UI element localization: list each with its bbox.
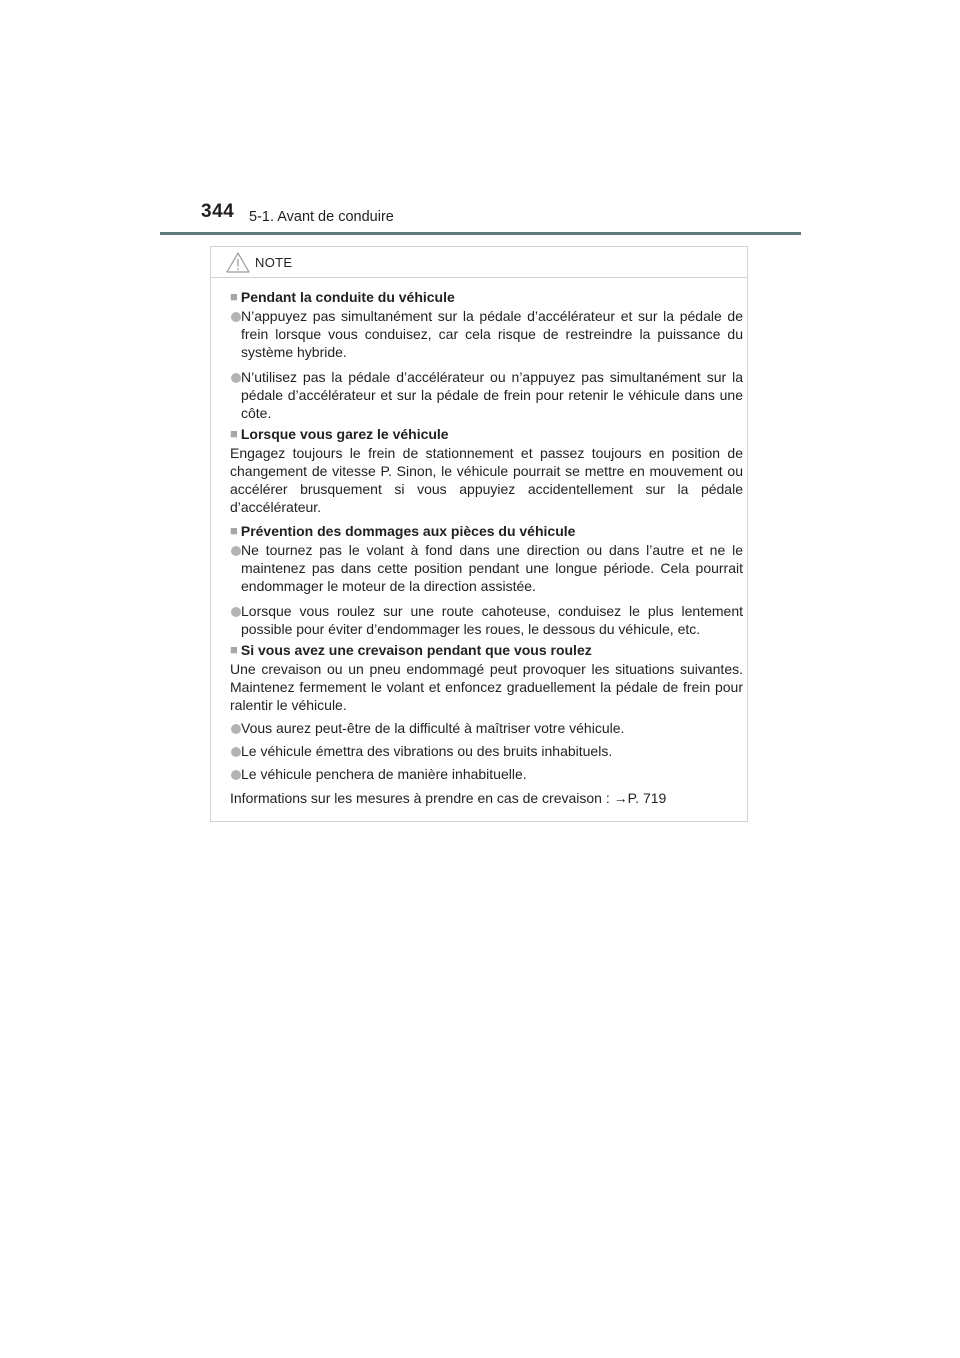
note-box [210,246,748,822]
bullet-dot-icon [231,312,241,322]
square-bullet-icon: ■ [230,289,238,304]
bullet-text: Ne tournez pas le volant à fond dans une direction ou dans l’autre et ne le maintenez pas dans cette position pendant une longue période. Cela pourrait endommager le moteur de la direction assistée. [241,542,743,595]
bullet-dot-icon [231,607,241,617]
bullet-text: N’appuyez pas simultanément sur la pédale d’accélérateur et sur la pédale de frein lorsque vous conduisez, car cela risque de restreindre la puissance du système hybride. [241,308,743,361]
page-number: 344 [201,201,235,222]
square-bullet-icon: ■ [230,426,238,441]
bullet-text: Vous aurez peut-être de la difficulté à maîtriser votre véhicule. [241,720,625,736]
note-heading [230,642,592,658]
bullet-dot-icon [231,373,241,383]
page-header [0,0,960,240]
bullet-dot-icon [231,724,241,734]
bullet-text: Lorsque vous roulez sur une route cahoteuse, conduisez le plus lentement possible pour éviter d’endommager les roues, le dessous du véhicule, etc. [241,603,743,638]
warning-triangle-icon [226,252,250,273]
bullet-dot-icon [231,747,241,757]
bullet-dot-icon [231,770,241,780]
note-title: NOTE [255,255,293,270]
bullet-dot-icon [231,546,241,556]
note-heading [230,426,449,442]
bullet-text: Le véhicule émettra des vibrations ou des bruits inhabituels. [241,743,613,759]
bullet-text: N’utilisez pas la pédale d’accélérateur ou n’appuyez pas simultanément sur la pédale d’accélérateur et sur la pédale de frein pour retenir le véhicule dans une côte. [241,369,743,422]
square-bullet-icon: ■ [230,523,238,538]
heading-text: Pendant la conduite du véhicule [240,289,455,305]
square-bullet-icon: ■ [230,642,238,657]
note-header [211,247,747,278]
paragraph: Engagez toujours le frein de stationnement et passez toujours en position de changement de vitesse P. Sinon, le véhicule pourrait se mettre en mouvement ou accélérer brusquement si vous appuyiez accidentellement sur la pédale d’accélérateur. [230,445,743,516]
bullet-text: Le véhicule penchera de manière inhabituelle. [241,766,527,782]
header-rule [160,232,801,235]
section-title: 5-1. Avant de conduire [249,209,394,225]
paragraph: Une crevaison ou un pneu endommagé peut provoquer les situations suivantes. Maintenez fermement le volant et enfoncez graduellement la pédale de frein pour ralentir le véhicule. [230,661,743,714]
note-heading [230,523,575,539]
note-heading [230,289,455,305]
cross-reference: Informations sur les mesures à prendre en cas de crevaison : →P. 719 [230,790,667,806]
heading-text: Si vous avez une crevaison pendant que vous roulez [240,642,592,658]
heading-text: Prévention des dommages aux pièces du véhicule [240,523,576,539]
heading-text: Lorsque vous garez le véhicule [240,426,449,442]
